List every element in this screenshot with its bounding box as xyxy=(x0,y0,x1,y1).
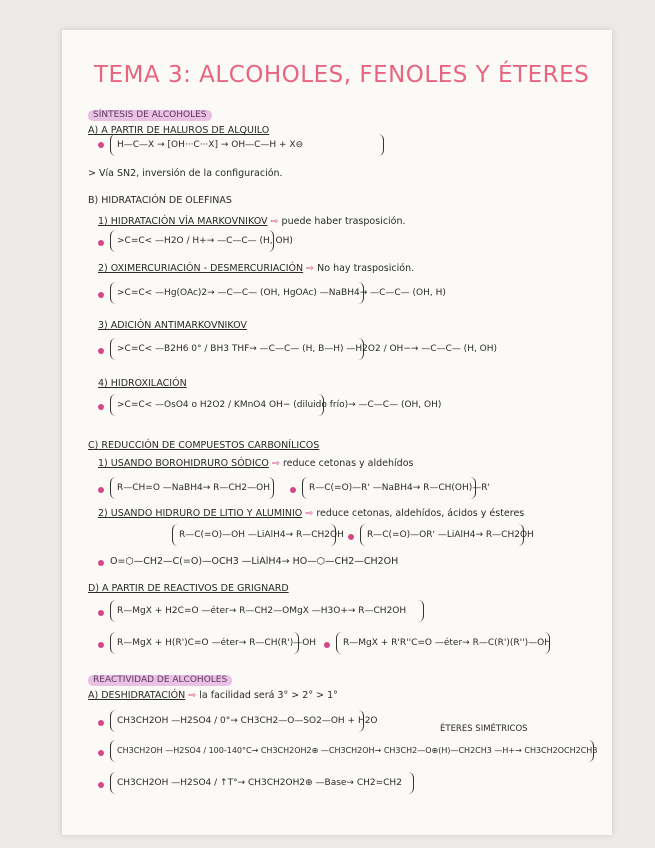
note-oximercuration: No hay trasposición. xyxy=(317,263,415,274)
bullet-icon xyxy=(290,487,296,493)
section-highlight-synthesis: SÍNTESIS DE ALCOHOLES xyxy=(88,110,212,121)
reaction-lialh4-ester: R—C(=O)—OR' —LiAlH4→ R—CH2OH xyxy=(360,524,524,546)
reaction-dehydration-alkene: CH3CH2OH —H2SO4 / ↑T°→ CH3CH2OH2⊕ —Base→ CH2=CH2 xyxy=(110,772,414,794)
reaction-nabh4-ketone: R—C(=O)—R' —NaBH4→ R—CH(OH)—R' xyxy=(302,477,476,499)
bullet-icon xyxy=(98,240,104,246)
bullet-icon xyxy=(98,720,104,726)
heading-nabh4: 1) USANDO BOROHIDRURO SÓDICO xyxy=(98,458,269,469)
heading-dehydration: A) DESHIDRATACIÓN xyxy=(88,690,186,701)
heading-antimarkovnikov: 3) ADICIÓN ANTIMARKOVNIKOV xyxy=(98,320,247,331)
heading-lialh4: 2) USANDO HIDRURO DE LITIO Y ALUMINIO xyxy=(98,508,303,519)
heading-alkyl-halides: A) A PARTIR DE HALUROS DE ALQUILO xyxy=(88,125,270,136)
bullet-icon xyxy=(98,348,104,354)
bullet-icon xyxy=(98,750,104,756)
note-dehydration: la facilidad será 3° > 2° > 1° xyxy=(199,690,338,701)
reaction-grignard-formaldehyde: R—MgX + H2C=O —éter→ R—CH2—OMgX —H3O+→ R—CH2OH xyxy=(110,600,424,622)
reaction-oximercuration: >C=C< —Hg(OAc)2→ —C—C— (OH, HgOAc) —NaBH4→ —C—C— (OH, H) xyxy=(110,282,364,304)
reaction-lialh4-ketoester: O=⬡—CH2—C(=O)—OCH3 —LiAlH4→ HO—⬡—CH2—CH2OH xyxy=(110,556,399,567)
arrow-icon: ⇨ xyxy=(271,458,280,469)
bullet-icon xyxy=(348,534,354,540)
reaction-dehydration-ether: CH3CH2OH —H2SO4 / 100-140°C→ CH3CH2OH2⊕ —CH3CH2OH→ CH3CH2—O⊕(H)—CH2CH3 —H+→ CH3CH2OCH2CH3 xyxy=(110,740,594,762)
bullet-icon xyxy=(98,487,104,493)
heading-oximercuration: 2) OXIMERCURIACIÓN - DESMERCURIACIÓN xyxy=(98,263,304,274)
arrow-icon: ⇨ xyxy=(188,690,197,701)
page-title: TEMA 3: ALCOHOLES, FENOLES Y ÉTERES xyxy=(94,62,590,88)
note-sn2: > Vía SN2, inversión de la configuración. xyxy=(88,168,283,179)
bullet-icon xyxy=(324,642,330,648)
reaction-markovnikov: >C=C< —H2O / H+→ —C—C— (H, OH) xyxy=(110,230,274,252)
heading-markovnikov: 1) HIDRATACIÓN VÍA MARKOVNIKOV xyxy=(98,216,268,227)
note-lialh4: reduce cetonas, aldehídos, ácidos y ésteres xyxy=(316,508,525,519)
bullet-icon xyxy=(98,782,104,788)
reaction-hydroxylation: >C=C< —OsO4 o H2O2 / KMnO4 OH− (diluido frío)→ —C—C— (OH, OH) xyxy=(110,394,324,416)
reaction-antimarkovnikov: >C=C< —B2H6 0° / BH3 THF→ —C—C— (H, B—H) —H2O2 / OH−→ —C—C— (H, OH) xyxy=(110,338,364,360)
reaction-alkyl-halide: H—C—X → [OH···C···X] → OH—C—H + X⊖ xyxy=(110,134,384,156)
note-nabh4: reduce cetonas y aldehídos xyxy=(282,458,414,469)
arrow-icon: ⇨ xyxy=(270,216,279,227)
bullet-icon xyxy=(98,404,104,410)
bullet-icon xyxy=(98,560,104,566)
label-symmetric-ethers: ÉTERES SIMÉTRICOS xyxy=(440,724,528,734)
section-highlight-reactivity: REACTIVIDAD DE ALCOHOLES xyxy=(88,675,232,686)
arrow-icon: ⇨ xyxy=(305,508,314,519)
heading-hydroxylation: 4) HIDROXILACIÓN xyxy=(98,378,187,389)
reaction-lialh4-acid: R—C(=O)—OH —LiAlH4→ R—CH2OH xyxy=(172,524,336,546)
bullet-icon xyxy=(98,610,104,616)
reaction-nabh4-aldehyde: R—CH=O —NaBH4→ R—CH2—OH xyxy=(110,477,274,499)
arrow-icon: ⇨ xyxy=(306,263,315,274)
heading-olefin-hydration: B) HIDRATACIÓN DE OLEFINAS xyxy=(88,195,232,206)
reaction-grignard-aldehyde: R—MgX + H(R')C=O —éter→ R—CH(R')—OH xyxy=(110,632,299,654)
heading-grignard: D) A PARTIR DE REACTIVOS DE GRIGNARD xyxy=(88,583,289,594)
notebook-page xyxy=(62,30,612,835)
reaction-grignard-ketone: R—MgX + R'R''C=O —éter→ R—C(R')(R'')—OH xyxy=(336,632,550,654)
heading-carbonyl-reduction: C) REDUCCIÓN DE COMPUESTOS CARBONÍLICOS xyxy=(88,440,320,451)
reaction-dehydration-0c: CH3CH2OH —H2SO4 / 0°→ CH3CH2—O—SO2—OH + H2O xyxy=(110,710,364,732)
bullet-icon xyxy=(98,642,104,648)
bullet-icon xyxy=(98,292,104,298)
bullet-icon xyxy=(98,142,104,148)
note-markovnikov: puede haber trasposición. xyxy=(281,216,406,227)
